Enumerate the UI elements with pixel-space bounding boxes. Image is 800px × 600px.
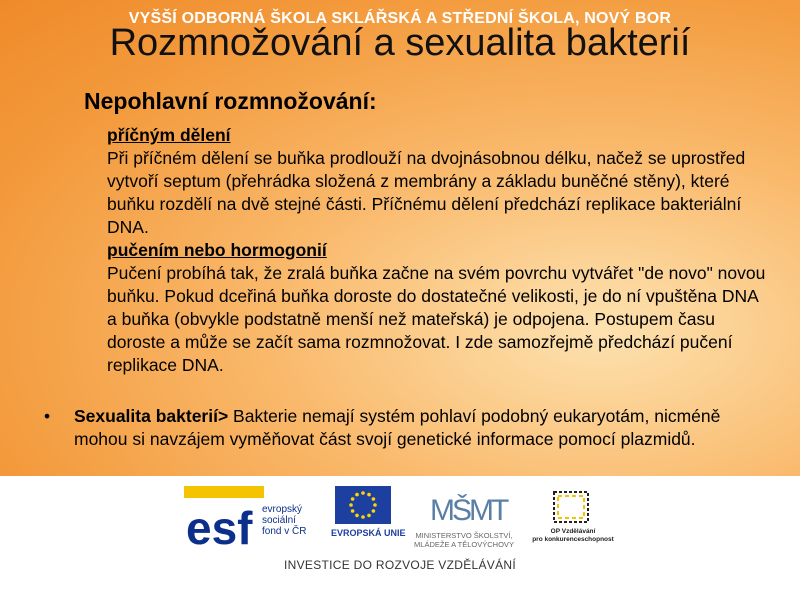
section2-text: Pučení probíhá tak, že zralá buňka začne na svém povrchu vytvářet "de novo" novou buňku. Pokud dceřiná buňka doroste do dostatečné velikosti, je do ní vpuštěna DNA a buňka (obvykle podstatně menší než mateřská) je odpojena. Postupem času doroste a může se začít sama rozmnožovat. I zde samozřejmě předchází pučení replikace DNA. <box>107 263 766 375</box>
msmt-letters: MŠMT <box>430 494 507 527</box>
bullet-sexuality <box>44 405 764 451</box>
esf-line-3: fond v ČR <box>262 526 307 537</box>
eu-star-icon <box>372 509 376 513</box>
esf-letters: esf <box>186 502 253 554</box>
eu-text: EVROPSKÁ UNIE <box>331 528 406 538</box>
eu-star-icon <box>367 514 371 518</box>
section1-text: Při příčném dělení se buňka prodlouží na dvojnásobnou délku, načež se uprostřed vytvoří septum (přehrádka složená z membrány a základu buněčné stěny), které buňku rozdělí na dvě stejné části. Příčnému dělení předchází replikace bakteriální DNA. <box>107 148 746 237</box>
eu-star-icon <box>373 503 377 507</box>
msmt-line-1: MINISTERSTVO ŠKOLSTVÍ, <box>415 531 513 540</box>
eu-star-icon <box>349 503 353 507</box>
body-text <box>107 124 767 377</box>
eu-star-icon <box>372 497 376 501</box>
op-line-2: pro konkurenceschopnost <box>532 536 614 543</box>
investice-text: INVESTICE DO ROZVOJE VZDĚLÁVÁNÍ <box>283 558 516 572</box>
eu-flag-icon <box>335 486 391 524</box>
slide-title: Rozmnožování a sexualita bakterií <box>109 22 691 64</box>
section1-heading: příčným dělení <box>107 125 231 145</box>
section2-heading: pučením nebo hormogonií <box>107 240 327 260</box>
eu-star-icon <box>355 514 359 518</box>
eu-star-icon <box>367 493 371 497</box>
esf-line-1: evropský <box>262 504 303 515</box>
bullet-dot: • <box>44 406 51 426</box>
esf-logo <box>184 486 264 554</box>
eu-star-icon <box>355 493 359 497</box>
footer-logos <box>0 476 800 600</box>
esf-text <box>262 504 306 537</box>
eu-star-icon <box>361 515 365 519</box>
op-line-1: OP Vzdělávání <box>550 528 596 535</box>
msmt-logo <box>428 484 507 530</box>
bullet-text-block <box>74 405 764 451</box>
eu-star-icon <box>351 509 355 513</box>
op-text <box>530 528 616 544</box>
bullet-text: Bakterie nemají systém pohlaví podobný eukaryotám, nicméně mohou si navzájem vyměňovat část svojí genetické informace pomocí plazmidů. <box>74 406 721 449</box>
msmt-text <box>400 531 528 549</box>
esf-line-2: sociální <box>262 515 296 526</box>
msmt-line-2: MLÁDEŽE A TĚLOVÝCHOVY <box>414 540 514 549</box>
op-logo <box>550 488 592 526</box>
subtitle: Nepohlavní rozmnožování: <box>84 88 377 114</box>
eu-star-icon <box>361 491 365 495</box>
eu-star-icon <box>351 497 355 501</box>
bullet-bold: Sexualita bakterií> <box>74 406 229 426</box>
school-name: VYŠŠÍ ODBORNÁ ŠKOLA SKLÁŘSKÁ A STŘEDNÍ ŠKOLA, NOVÝ BOR <box>128 10 672 27</box>
